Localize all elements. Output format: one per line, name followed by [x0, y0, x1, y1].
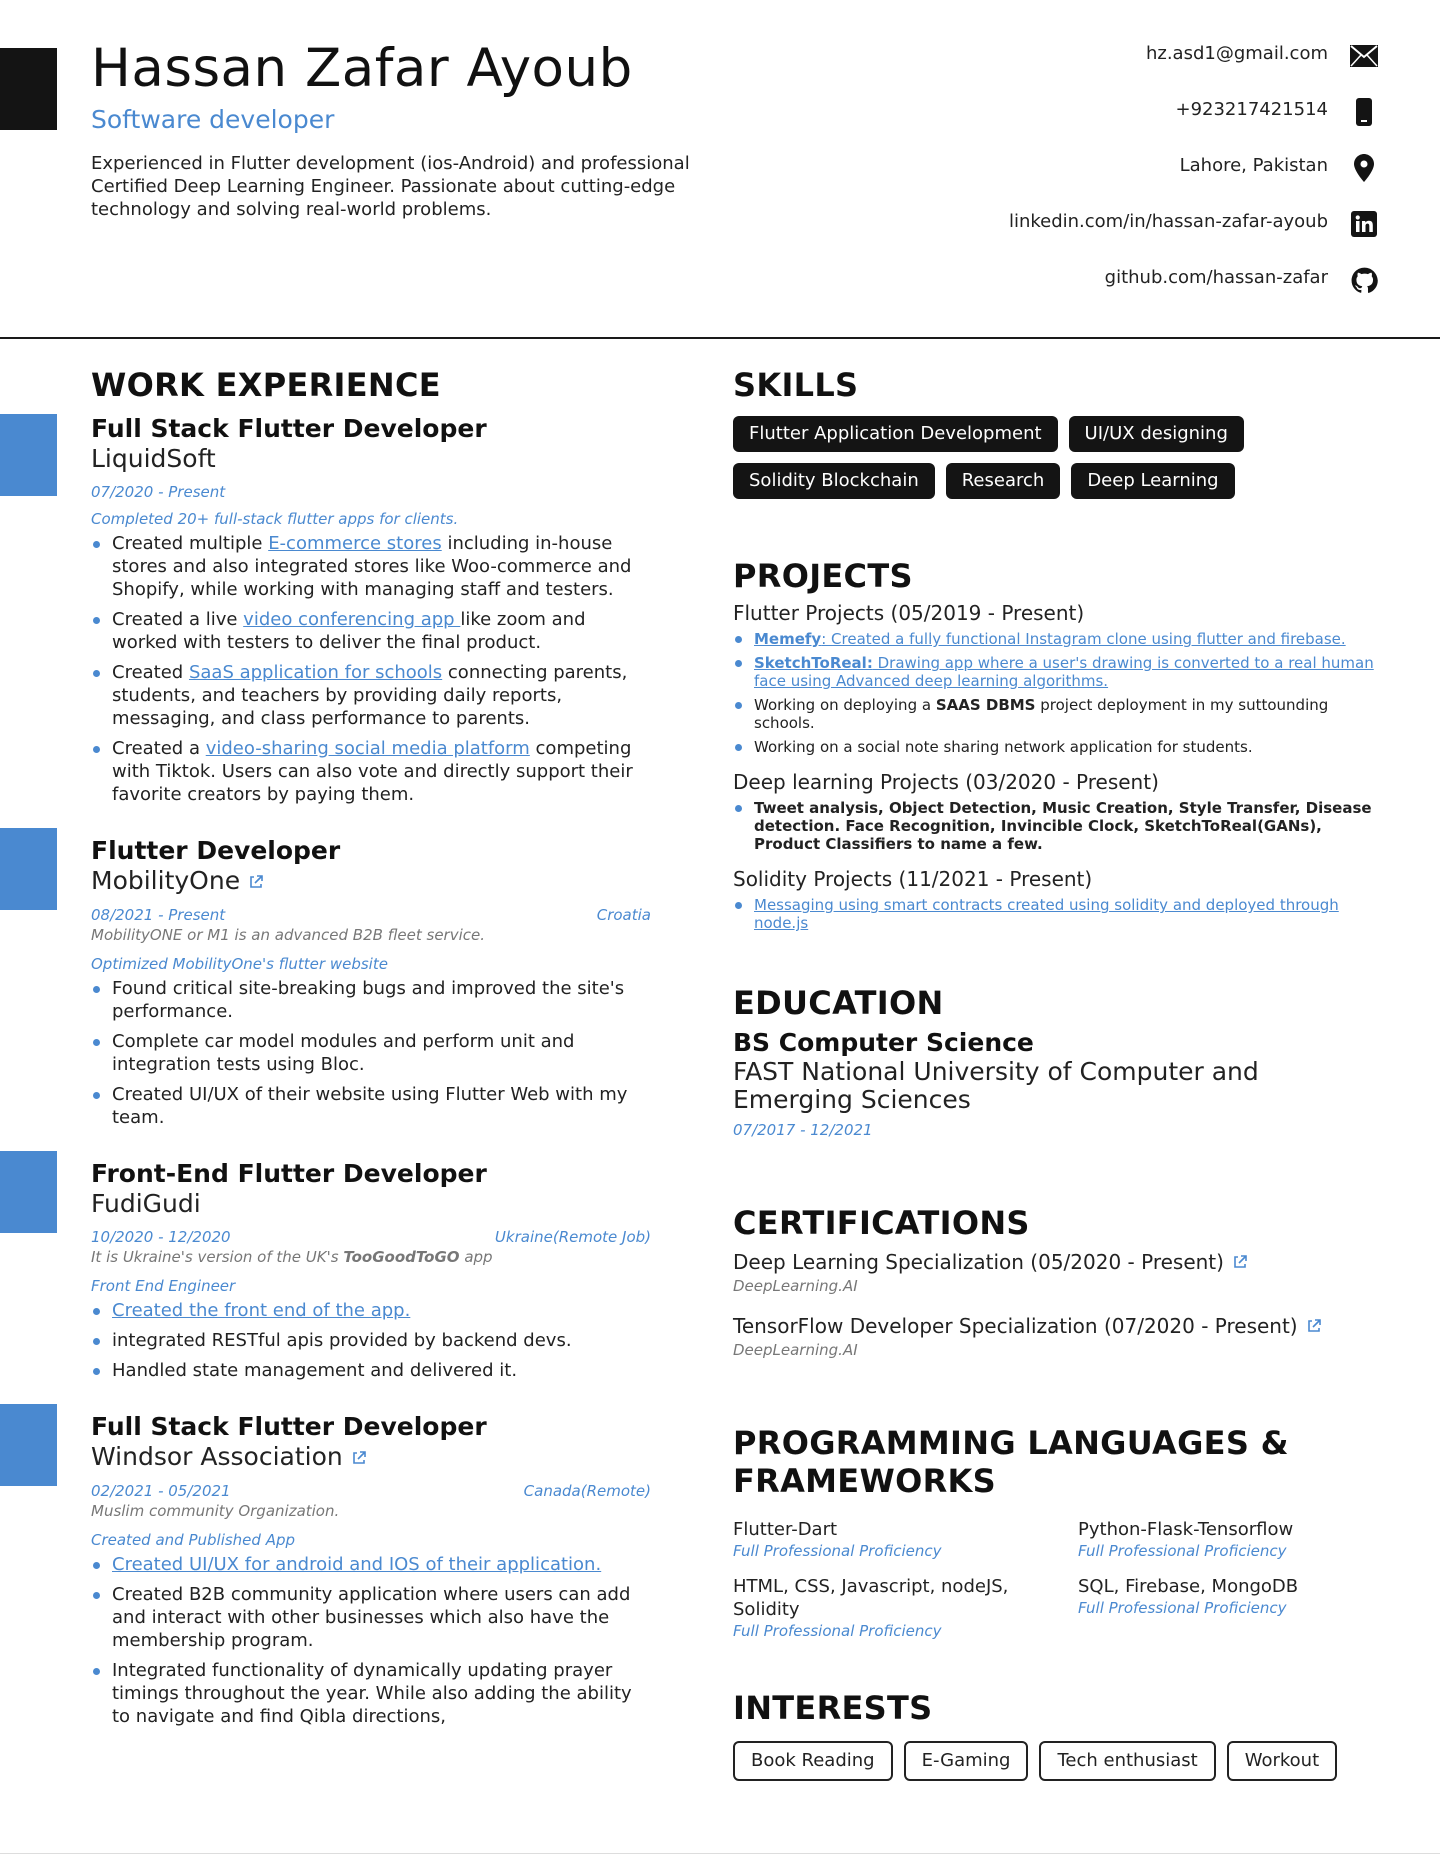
job-meta	[91, 482, 651, 502]
list-item: Created UI/UX of their website using Flutter Web with my team.	[91, 1083, 651, 1129]
job-bullets	[91, 977, 651, 1129]
external-link-icon[interactable]	[351, 1443, 367, 1473]
external-link-icon[interactable]	[1232, 1251, 1248, 1276]
job-location: Ukraine(Remote Job)	[494, 1228, 651, 1246]
job-company: MobilityOne	[91, 866, 651, 897]
language-item: HTML, CSS, Javascript, nodeJS, Solidity Full Professional Proficiency	[733, 1576, 1009, 1640]
job-accent-bar	[0, 1151, 57, 1233]
deep-learning-projects-list	[733, 799, 1383, 853]
list-item[interactable]	[733, 654, 1383, 690]
certifications-title: CERTIFICATIONS	[733, 1204, 1030, 1242]
job-dates: 08/2021 - Present	[91, 906, 226, 924]
job-company: Windsor Association	[91, 1442, 651, 1473]
job-location: Croatia	[596, 906, 651, 924]
video-sharing-link[interactable]: video-sharing social media platform	[205, 738, 530, 759]
github-text[interactable]: github.com/hassan-zafar	[1104, 267, 1328, 288]
job-dates: 07/2020 - Present	[91, 483, 226, 501]
mail-icon	[1350, 42, 1378, 70]
solidity-projects-heading: Solidity Projects (11/2021 - Present)	[733, 867, 1093, 891]
job-description: MobilityONE or M1 is an advanced B2B fleet service.	[91, 926, 485, 944]
education-title: EDUCATION	[733, 984, 944, 1022]
deep-learning-projects-heading: Deep learning Projects (03/2020 - Present)	[733, 770, 1159, 794]
interest-pill: E-Gaming	[904, 1741, 1029, 1781]
external-link-icon[interactable]	[1306, 1315, 1322, 1340]
linkedin-text[interactable]: linkedin.com/in/hassan-zafar-ayoub	[1008, 211, 1328, 232]
interest-pill: Tech enthusiast	[1039, 1741, 1215, 1781]
interest-pill: Workout	[1227, 1741, 1337, 1781]
flutter-projects-heading: Flutter Projects (05/2019 - Present)	[733, 601, 1085, 625]
job-bullets	[91, 1553, 651, 1728]
right-column	[733, 366, 1383, 1781]
uiux-app-link[interactable]: Created UI/UX for android and IOS of their application.	[112, 1554, 602, 1575]
job-accent-bar	[0, 414, 57, 496]
phone-text[interactable]: +923217421514	[1175, 99, 1328, 120]
list-item: Integrated functionality of dynamically updating prayer timings throughout the year. While also adding the ability to navigate and find Qibla directions,	[91, 1659, 651, 1728]
job-title: Flutter Developer	[91, 836, 341, 865]
languages-grid	[733, 1518, 1383, 1641]
contact-email[interactable]	[858, 42, 1378, 98]
job-dates: 10/2020 - 12/2020	[91, 1228, 231, 1246]
list-item: Working on a social note sharing network application for students.	[733, 738, 1383, 756]
memefy-link[interactable]: Memefy: Created a fully functional Instagram clone using flutter and firebase.	[754, 630, 1346, 648]
job-dates: 02/2021 - 05/2021	[91, 1482, 231, 1500]
job-description: It is Ukraine's version of the UK's TooGoodToGO app	[91, 1248, 493, 1266]
list-item: Created B2B community application where users can add and interact with other businesses which also have the membership program.	[91, 1583, 651, 1652]
interests-title: INTERESTS	[733, 1689, 933, 1727]
certification-name: Deep Learning Specialization (05/2020 - Present)	[733, 1250, 1224, 1274]
list-item: Working on deploying a SAAS DBMS project deployment in my suttounding schools.	[733, 696, 1383, 732]
degree: BS Computer Science	[733, 1028, 1034, 1057]
list-item[interactable]	[733, 896, 1383, 932]
job-company: FudiGudi	[91, 1189, 201, 1218]
summary: Experienced in Flutter development (ios-Android) and professional Certified Deep Learning Engineer. Passionate about cutting-edge technology and solving real-world problems.	[91, 153, 690, 220]
job-location: Canada(Remote)	[523, 1482, 651, 1500]
skill-pill: Solidity Blockchain	[733, 463, 935, 499]
language-item: Flutter-Dart Full Professional Proficiency	[733, 1519, 942, 1560]
email-text[interactable]: hz.asd1@gmail.com	[1145, 43, 1328, 64]
list-item: Created SaaS application for schools connecting parents, students, and teachers by providing daily reports, messaging, and class performance to parents.	[91, 661, 651, 730]
external-link-icon[interactable]	[248, 867, 264, 897]
job-title: Full Stack Flutter Developer	[91, 414, 487, 443]
skill-pill: Flutter Application Development	[733, 416, 1058, 452]
list-item[interactable]	[733, 630, 1383, 648]
location-text: Lahore, Pakistan	[1179, 155, 1328, 176]
left-column	[91, 366, 651, 1735]
language-item: SQL, Firebase, MongoDB Full Professional Proficiency	[1078, 1576, 1299, 1617]
header-accent-bar	[0, 48, 57, 130]
ecommerce-link[interactable]: E-commerce stores	[268, 533, 442, 554]
skills-title: SKILLS	[733, 366, 859, 404]
contact-linkedin[interactable]	[858, 210, 1378, 266]
header-divider	[0, 337, 1440, 339]
interest-pill: Book Reading	[733, 1741, 893, 1781]
certification-item	[733, 1314, 1383, 1360]
projects-title: PROJECTS	[733, 557, 913, 595]
contact-github[interactable]	[858, 266, 1378, 322]
education-dates: 07/2017 - 12/2021	[733, 1121, 873, 1139]
skills-row	[733, 416, 1383, 452]
job-meta	[91, 905, 651, 925]
list-item: Tweet analysis, Object Detection, Music Creation, Style Transfer, Disease detection. Face Recognition, Invincible Clock, SketchToReal(GANs), Product Classifiers to name a few.	[733, 799, 1383, 853]
job-tagline: Created and Published App	[91, 1531, 296, 1549]
job-tagline: Completed 20+ full-stack flutter apps for clients.	[91, 510, 459, 528]
certification-org: DeepLearning.AI	[733, 1341, 858, 1359]
job-role: Software developer	[91, 105, 335, 134]
job-accent-bar	[0, 828, 57, 910]
job-title: Full Stack Flutter Developer	[91, 1412, 487, 1441]
skills-row	[733, 463, 1383, 499]
job-bullets	[91, 532, 651, 806]
school: FAST National University of Computer and Emerging Sciences	[733, 1057, 1259, 1114]
list-item	[91, 1299, 651, 1322]
skill-pill: UI/UX designing	[1069, 416, 1244, 452]
job-title: Front-End Flutter Developer	[91, 1159, 487, 1188]
linkedin-icon	[1350, 210, 1378, 238]
video-conferencing-link[interactable]: video conferencing app	[243, 609, 461, 630]
front-end-link[interactable]: Created the front end of the app.	[112, 1300, 411, 1321]
job-mobilityone	[91, 836, 651, 1129]
certification-item	[733, 1250, 1383, 1296]
saas-schools-link[interactable]: SaaS application for schools	[188, 662, 443, 683]
solidity-projects-list	[733, 896, 1383, 932]
job-windsor	[91, 1412, 651, 1728]
list-item: integrated RESTful apis provided by backend devs.	[91, 1329, 651, 1352]
work-experience-title: WORK EXPERIENCE	[91, 366, 441, 404]
list-item: Created a video-sharing social media platform competing with Tiktok. Users can also vote and directly support their favorite creators by paying them.	[91, 737, 651, 806]
job-description: Muslim community Organization.	[91, 1502, 340, 1520]
list-item: Found critical site-breaking bugs and improved the site's performance.	[91, 977, 651, 1023]
job-accent-bar	[0, 1404, 57, 1486]
interests-row	[733, 1741, 1383, 1781]
contact-list	[858, 42, 1378, 322]
languages-title: PROGRAMMING LANGUAGES & FRAMEWORKS	[733, 1424, 1289, 1500]
language-item: Python-Flask-Tensorflow Full Professional Proficiency	[1078, 1519, 1294, 1560]
job-bullets	[91, 1299, 651, 1382]
certification-org: DeepLearning.AI	[733, 1277, 858, 1295]
job-company: LiquidSoft	[91, 444, 216, 473]
person-name: Hassan Zafar Ayoub	[91, 38, 633, 99]
solidity-messaging-link[interactable]: Messaging using smart contracts created using solidity and deployed through node.js	[754, 896, 1339, 932]
certification-name: TensorFlow Developer Specialization (07/2020 - Present)	[733, 1314, 1298, 1338]
job-meta	[91, 1227, 651, 1247]
list-item: Created a live video conferencing app like zoom and worked with testers to deliver the final product.	[91, 608, 651, 654]
contact-location	[858, 154, 1378, 210]
list-item	[91, 1553, 651, 1576]
list-item: Complete car model modules and perform unit and integration tests using Bloc.	[91, 1030, 651, 1076]
skill-pill: Deep Learning	[1071, 463, 1234, 499]
job-meta	[91, 1481, 651, 1501]
contact-phone[interactable]	[858, 98, 1378, 154]
job-liquidsoft	[91, 414, 651, 806]
sketchtoreal-link[interactable]: SketchToReal: Drawing app where a user's drawing is converted to a real human face using Advanced deep learning algorithms.	[754, 654, 1374, 690]
phone-icon	[1350, 98, 1378, 126]
flutter-projects-list	[733, 630, 1383, 756]
list-item: Created multiple E-commerce stores including in-house stores and also integrated stores like Woo-commerce and Shopify, while working with managing staff and testers.	[91, 532, 651, 601]
list-item: Handled state management and delivered it.	[91, 1359, 651, 1382]
github-icon	[1350, 266, 1378, 294]
skill-pill: Research	[946, 463, 1061, 499]
job-tagline: Front End Engineer	[91, 1277, 236, 1295]
location-icon	[1350, 154, 1378, 182]
job-fudigudi	[91, 1159, 651, 1382]
job-tagline: Optimized MobilityOne's flutter website	[91, 955, 388, 973]
